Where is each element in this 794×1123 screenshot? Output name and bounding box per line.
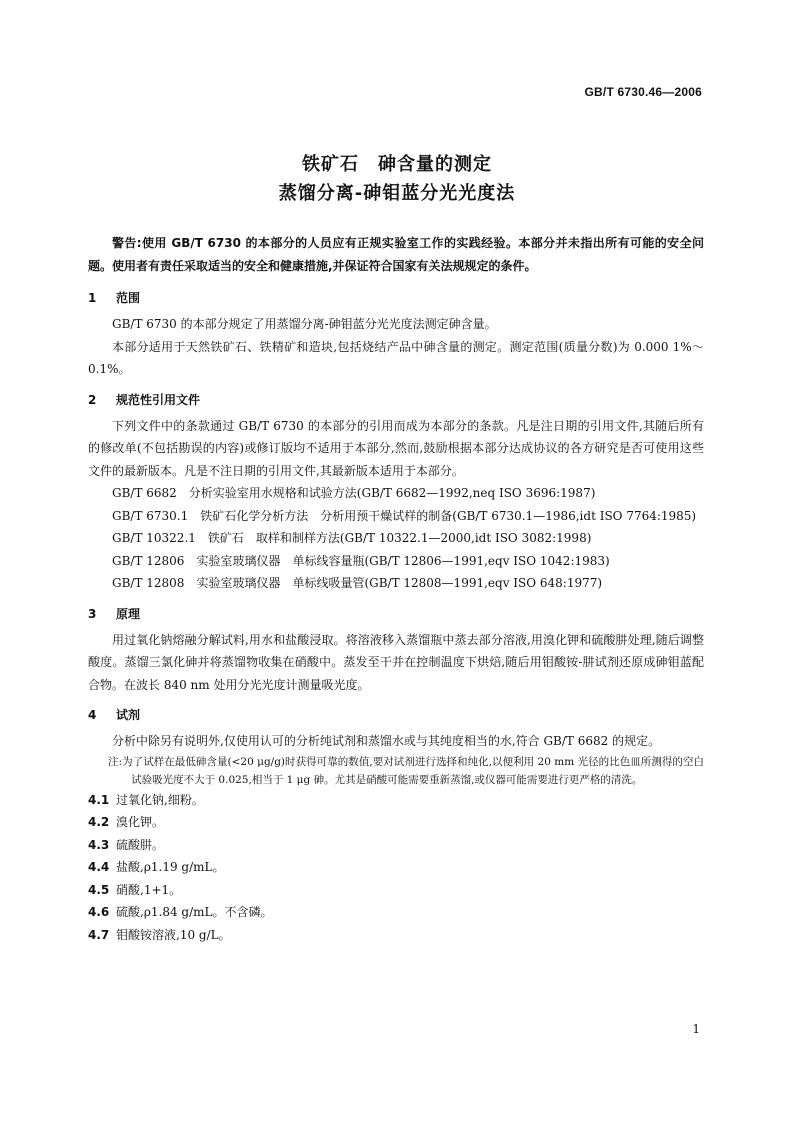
reference-item: GB/T 6730.1 铁矿石化学分析方法 分析用预干燥试样的制备(GB/T 6730.1—1986,idt ISO 7764:1985) [112, 508, 697, 523]
section-paragraph: 本部分适用于天然铁矿石、铁精矿和造块,包括烧结产品中砷含量的测定。测定范围(质量分数)为 0.000 1%～0.1%。 [88, 339, 704, 376]
section-paragraph: 下列文件中的条款通过 GB/T 6730 的本部分的引用而成为本部分的条款。凡是注日期的引用文件,其随后所有的修改单(不包括勘误的内容)或修订版均不适用于本部分,然而,鼓励根据本部分达成协议的各方研究是否可使用这些文件的最新版本。凡是不注日期的引用文件,其最新版本适用于本部分。 [88, 418, 704, 478]
reagent-item: 4.2 溴化钾。 [88, 815, 165, 829]
reagent-item: 4.6 硫酸,ρ1.84 g/mL。不含磷。 [88, 905, 273, 919]
reagent-item: 4.4 盐酸,ρ1.19 g/mL。 [88, 860, 225, 874]
section-heading-1: 1 范围 [88, 291, 141, 305]
reference-item: GB/T 12806 实验室玻璃仪器 单标线容量瓶(GB/T 12806—1991,eqv ISO 1042:1983) [112, 553, 610, 568]
reference-item: GB/T 10322.1 铁矿石 取样和制样方法(GB/T 10322.1—2000,idt ISO 3082:1998) [112, 531, 592, 545]
reagent-item: 4.1 过氧化钠,细粉。 [88, 792, 204, 807]
reagent-item: 4.3 硫酸肼。 [88, 837, 165, 852]
page-number: 1 [692, 1022, 700, 1036]
page-title-line2: 蒸馏分离-砷钼蓝分光光度法 [278, 183, 516, 204]
section-paragraph: GB/T 6730 的本部分规定了用蒸馏分离-砷钼蓝分光光度法测定砷含量。 [112, 317, 497, 331]
section-paragraph: 分析中除另有说明外,仅使用认可的分析纯试剂和蒸馏水或与其纯度相当的水,符合 GB/T 6682 的规定。 [112, 734, 661, 748]
section-paragraph: 用过氧化钠熔融分解试料,用水和盐酸浸取。将溶液移入蒸馏瓶中蒸去部分溶液,用溴化钾和硫酸肼处理,随后调整酸度。蒸馏三氯化砷并将蒸馏物收集在硝酸中。蒸发至干并在控制温度下烘焙,随后用钼酸铵-肼试剂还原成砷钼蓝配合物。在波长 840 nm 处用分光光度计测量吸光度。 [88, 632, 704, 692]
reagent-item: 4.5 硝酸,1+1。 [88, 882, 182, 897]
reagent-item: 4.7 钼酸铵溶液,10 g/L。 [88, 927, 231, 942]
document-body [88, 232, 704, 946]
page-title-line1: 铁矿石 砷含量的测定 [302, 154, 492, 175]
reference-item: GB/T 12808 实验室玻璃仪器 单标线吸量管(GB/T 12808—1991,eqv ISO 648:1977) [112, 576, 603, 590]
note-paragraph: 注:为了试样在最低砷含量(<20 μg/g)时获得可靠的数值,要对试剂进行选择和纯化,以便利用 20 mm 光径的比色皿所测得的空白试验吸光度不大于 0.025,相当于 1 μg 砷。尤其是硝酸可能需要重新蒸馏,或仪器可能需要进行更严格的清洗。 [108, 755, 704, 786]
reference-item: GB/T 6682 分析实验室用水规格和试验方法(GB/T 6682—1992,neq ISO 3696:1987) [112, 486, 596, 500]
standard-code: GB/T 6730.46—2006 [584, 85, 702, 99]
section-heading-3: 3 原理 [88, 606, 141, 621]
section-heading-2: 2 规范性引用文件 [88, 392, 201, 407]
warning-paragraph: 警告:使用 GB/T 6730 的本部分的人员应有正规实验室工作的实践经验。本部分并未指出所有可能的安全问题。使用者有责任采取适当的安全和健康措施,并保证符合国家有关法规规定的条件。 [88, 236, 704, 273]
section-heading-4: 4 试剂 [88, 708, 141, 722]
